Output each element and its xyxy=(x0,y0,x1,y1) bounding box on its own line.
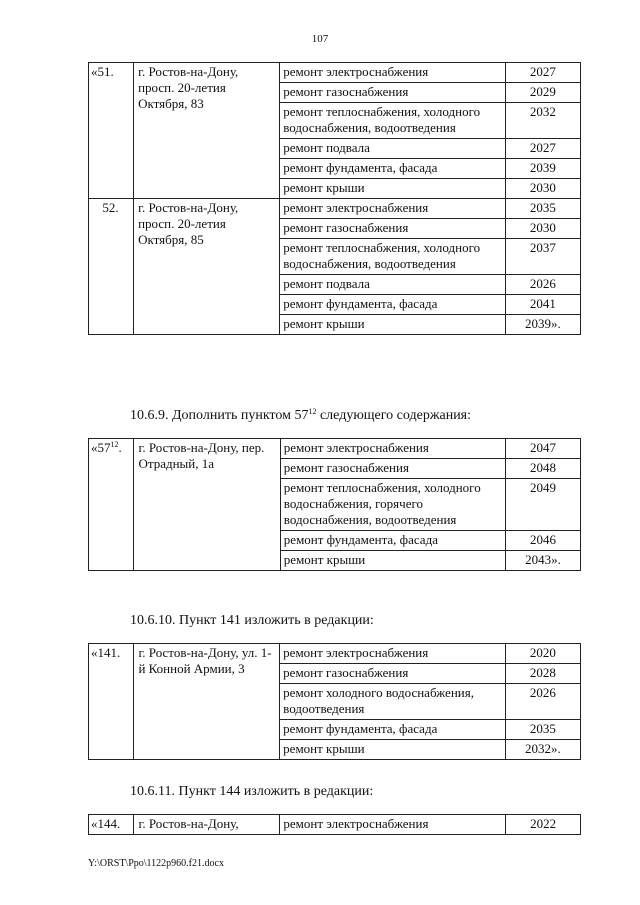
work-year: 2035 xyxy=(505,720,580,740)
work-year: 2032». xyxy=(505,740,580,760)
work-year: 2029 xyxy=(505,83,580,103)
work-type: ремонт подвала xyxy=(280,139,506,159)
work-year: 2026 xyxy=(505,684,580,720)
work-type: ремонт крыши xyxy=(280,551,505,571)
work-year: 2047 xyxy=(505,439,580,459)
item-address: г. Ростов-на-Дону, просп. 20-летия Октября, 85 xyxy=(134,199,280,335)
item-address: г. Ростов-на-Дону, ул. 1-й Конной Армии, 3 xyxy=(134,644,280,760)
paragraph-text: 10.6.9. Дополнить пунктом 57 xyxy=(130,408,309,423)
work-year: 2028 xyxy=(505,664,580,684)
footer-file-path: Y:\ORST\Ppo\1122p960.f21.docx xyxy=(88,858,224,869)
work-type: ремонт фундамента, фасада xyxy=(280,295,506,315)
work-year: 2043». xyxy=(505,551,580,571)
table-row xyxy=(89,644,581,664)
work-type: ремонт теплоснабжения, холодного водоснабжения, горячего водоснабжения, водоотведения xyxy=(280,479,505,531)
table-items-51-52 xyxy=(88,62,581,335)
work-year: 2041 xyxy=(505,295,580,315)
work-type: ремонт электроснабжения xyxy=(280,199,506,219)
paragraph-text: следующего содержания: xyxy=(316,408,472,423)
work-type: ремонт фундамента, фасада xyxy=(280,720,506,740)
paragraph-10-6-9 xyxy=(130,407,471,424)
work-type: ремонт фундамента, фасада xyxy=(280,159,506,179)
work-type: ремонт электроснабжения xyxy=(280,815,506,835)
table-item-144 xyxy=(88,814,581,835)
work-year: 2020 xyxy=(505,644,580,664)
table-row xyxy=(89,199,581,219)
work-type: ремонт газоснабжения xyxy=(280,664,506,684)
work-type: ремонт теплоснабжения, холодного водоснабжения, водоотведения xyxy=(280,239,506,275)
table-item-57-12 xyxy=(88,438,581,571)
work-year: 2032 xyxy=(505,103,580,139)
work-year: 2027 xyxy=(505,63,580,83)
work-year: 2039». xyxy=(505,315,580,335)
work-year: 2027 xyxy=(505,139,580,159)
work-type: ремонт электроснабжения xyxy=(280,63,506,83)
work-year: 2037 xyxy=(505,239,580,275)
work-year: 2030 xyxy=(505,179,580,199)
work-type: ремонт газоснабжения xyxy=(280,459,505,479)
work-type: ремонт газоснабжения xyxy=(280,219,506,239)
work-year: 2049 xyxy=(505,479,580,531)
item-number: «141. xyxy=(89,644,134,760)
work-type: ремонт крыши xyxy=(280,740,506,760)
item-number: «144. xyxy=(89,815,134,835)
work-type: ремонт теплоснабжения, холодного водоснабжения, водоотведения xyxy=(280,103,506,139)
table-row xyxy=(89,439,581,459)
work-year: 2026 xyxy=(505,275,580,295)
work-type: ремонт газоснабжения xyxy=(280,83,506,103)
table-row xyxy=(89,815,581,835)
work-type: ремонт электроснабжения xyxy=(280,644,506,664)
table-item-141 xyxy=(88,643,581,760)
paragraph-10-6-11: 10.6.11. Пункт 144 изложить в редакции: xyxy=(130,784,374,799)
work-type: ремонт подвала xyxy=(280,275,506,295)
work-year: 2046 xyxy=(505,531,580,551)
work-year: 2022 xyxy=(506,815,581,835)
work-type: ремонт электроснабжения xyxy=(280,439,505,459)
table-row xyxy=(89,63,581,83)
work-year: 2039 xyxy=(505,159,580,179)
work-year: 2048 xyxy=(505,459,580,479)
paragraph-10-6-10: 10.6.10. Пункт 141 изложить в редакции: xyxy=(130,613,374,628)
work-type: ремонт крыши xyxy=(280,179,506,199)
work-type: ремонт крыши xyxy=(280,315,506,335)
superscript: 12 xyxy=(308,407,317,416)
work-type: ремонт холодного водоснабжения, водоотведения xyxy=(280,684,506,720)
item-number: 52. xyxy=(89,199,134,335)
item-address: г. Ростов-на-Дону, просп. 20-летия Октября, 83 xyxy=(134,63,280,199)
item-number: «51. xyxy=(89,63,134,199)
item-address: г. Ростов-на-Дону, пер. Отрадный, 1а xyxy=(134,439,280,571)
page-number: 107 xyxy=(311,33,329,45)
work-year: 2035 xyxy=(505,199,580,219)
work-year: 2030 xyxy=(505,219,580,239)
item-number: «$57^{12}$. xyxy=(89,439,134,571)
work-type: ремонт фундамента, фасада xyxy=(280,531,505,551)
item-address: г. Ростов-на-Дону, xyxy=(134,815,280,835)
